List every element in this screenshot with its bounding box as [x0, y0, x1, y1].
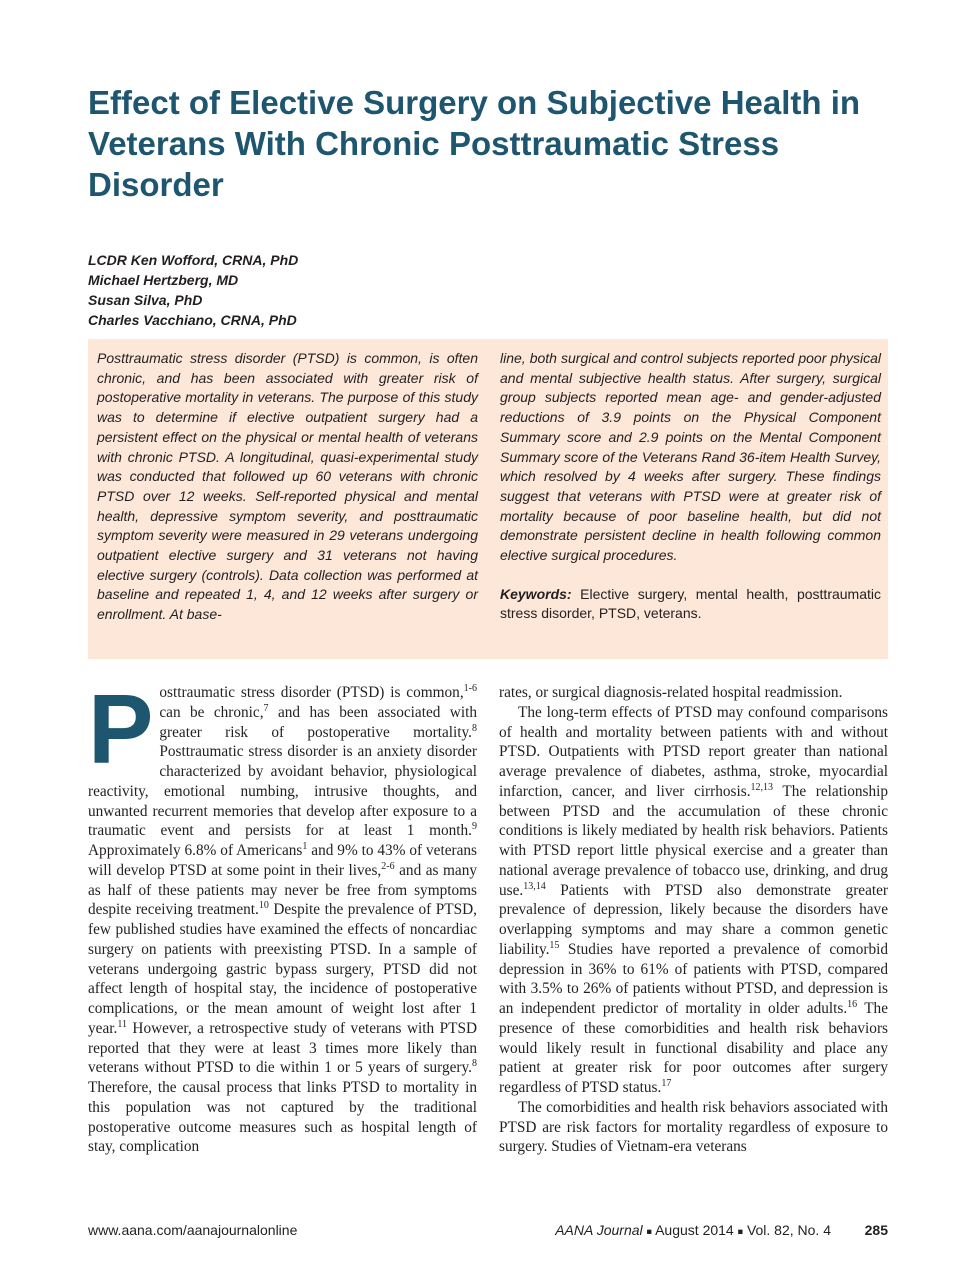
- separator-square: ■: [737, 1226, 744, 1237]
- body-left-column: [88, 674, 478, 1157]
- drop-cap: P: [88, 674, 154, 784]
- body-paragraph: The comorbidities and health risk behaviors associated with PTSD are risk factors for mortality regardless of exposure to surgery. Studies of Vietnam-era veterans: [499, 1098, 888, 1156]
- author: Charles Vacchiano, CRNA, PhD: [88, 312, 297, 328]
- citation: 17: [661, 1077, 672, 1089]
- citation: 8: [472, 722, 477, 734]
- body-paragraph: rates, or surgical diagnosis-related hospital readmission.: [499, 684, 843, 701]
- citation: 13,14: [523, 880, 546, 892]
- author: Michael Hertzberg, MD: [88, 272, 239, 288]
- body-paragraph: Posttraumatic stress disorder (PTSD) is common,$^{1-6}$ can be chronic,$^7$ and has been associated with greater risk of postoperative mortality.$^8$ Posttraumatic stress disorder is an anxiety disorder characterized by avoidant behavior, physiological reactivity, emotional numbing, intrusive thoughts, and unwanted recurrent memories that develop after exposure to a traumatic event and persists for at least 1 month.$^9$ Approximately 6.8% of Americans$^1$ and 9% to 43% of veterans will develop PTSD at some point in their lives,$^{2-6}$ and as many as half of these patients may never be free from symptoms despite receiving treatment.$^{10}$ Despite the prevalence of PTSD, few published studies have examined the effects of noncardiac surgery on patients with preexisting PTSD. In a sample of veterans undergoing gastric bypass surgery, PTSD did not affect length of hospital stay, the incidence of postoperative complications, or the mean amount of weight lost after 1 year.$^{11}$ However, a retrospective study of veterans with PTSD reported that they were at least 3 times more likely than veterans without PTSD to die within 1 or 5 years of surgery.$^8$ Therefore, the causal process that links PTSD to mortality in this population was not captured by the traditional postoperative outcome measures such as hospital length of stay, complication: [88, 674, 478, 1156]
- volume-issue: Vol. 82, No. 4: [746, 1222, 831, 1238]
- citation: 1: [302, 840, 308, 852]
- keywords-label: Keywords:: [500, 585, 572, 602]
- journal-url[interactable]: www.aana.com/aanajournalonline: [88, 1222, 298, 1238]
- issue-date: August 2014: [655, 1222, 734, 1238]
- abstract-right-column: [500, 349, 881, 624]
- author-list: [88, 250, 298, 330]
- journal-citation: [555, 1222, 831, 1238]
- citation: 16: [847, 998, 858, 1010]
- journal-name: AANA Journal: [555, 1222, 643, 1238]
- citation: 11: [117, 1018, 127, 1030]
- citation: 9: [472, 821, 477, 833]
- citation: 12,13: [750, 781, 774, 793]
- abstract-text: line, both surgical and control subjects reported poor physical and mental subjective health status. After surgery, surgical group subjects reported mean age- and gender-adjusted reductions of 3.9 points on the Physical Component Summary score and 2.9 points on the Mental Component Summary score of the Veterans Rand 36-item Health Survey, which resolved by 4 weeks after surgery. These findings suggest that veterans with PTSD were at greater risk of mortality because of poor baseline health, but did not demonstrate persistent decline in health following common elective surgical procedures.: [500, 350, 881, 564]
- keywords: [500, 585, 881, 624]
- separator-square: ■: [646, 1226, 652, 1237]
- citation: 2-6: [381, 860, 395, 872]
- article-title: Effect of Elective Surgery on Subjective Health in Veterans With Chronic Posttraumatic Stress Disorder: [88, 84, 861, 203]
- abstract-box: [88, 339, 888, 659]
- citation: 15: [549, 939, 560, 951]
- author: LCDR Ken Wofford, CRNA, PhD: [88, 252, 299, 268]
- citation: 8: [472, 1058, 477, 1070]
- citation: 1-6: [463, 682, 477, 694]
- abstract-left-column: Posttraumatic stress disorder (PTSD) is common, is often chronic, and has been associated with greater risk of postoperative mortality in veterans. The purpose of this study was to determine if elective outpatient surgery had a persistent effect on the physical or mental health of veterans with chronic PTSD. A longitudinal, quasi-experimental study was conducted that followed up 60 veterans with chronic PTSD over 12 weeks. Self-reported physical and mental health, depressive symptom severity, and posttraumatic symptom severity were measured in 29 veterans undergoing outpatient elective surgery and 31 veterans not having elective surgery (controls). Data collection was performed at baseline and repeated 1, 4, and 12 weeks after surgery or enrollment. At base-: [97, 350, 478, 623]
- body-right-column: [499, 683, 888, 1157]
- citation: 7: [263, 702, 269, 714]
- body-paragraph: The long-term effects of PTSD may confound comparisons of health and mortality between patients with and without PTSD. Outpatients with PTSD report greater than national average prevalence of diabetes, asthma, stroke, myocardial infarction, cancer, and liver cirrhosis.$^{12,13}$ The relationship between PTSD and the accumulation of these chronic conditions is likely mediated by health risk behaviors. Patients with PTSD report little physical exercise and a greater than national average prevalence of tobacco use, drinking, and drug use.$^{13,14}$ Patients with PTSD also demonstrate greater prevalence of depression, likely because the disorders have overlapping symptoms and may share a common genetic liability.$^{15}$ Studies have reported a prevalence of comorbid depression in 36% to 61% of patients with PTSD, compared with 3.5% to 26% of patients without PTSD, and depression is an independent predictor of mortality in older adults.$^{16}$ The presence of these comorbidities and health risk behaviors would likely result in functional disability and place any patient at greater risk for poor outcomes after surgery regardless of PTSD status.$^{17}$: [499, 703, 889, 1096]
- page-footer: [88, 1222, 888, 1242]
- keywords-text: Elective surgery, mental health, posttraumatic stress disorder, PTSD, veterans.: [500, 585, 882, 622]
- page-number: 285: [864, 1222, 888, 1238]
- author: Susan Silva, PhD: [88, 292, 203, 308]
- citation: 10: [258, 900, 269, 912]
